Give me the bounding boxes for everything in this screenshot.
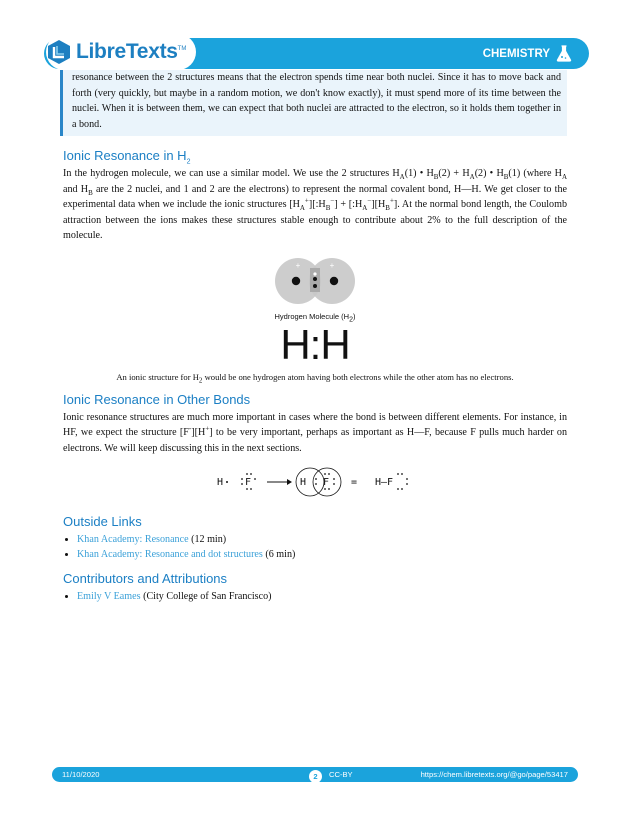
list-item: • Emily V Eames (City College of San Francisco) (77, 589, 567, 604)
libretexts-logo[interactable] (46, 34, 196, 70)
contributors-list (63, 589, 567, 604)
logo-trademark: TM (177, 46, 187, 52)
subject-text: CHEMISTRY (482, 47, 550, 60)
flask-icon (556, 45, 572, 62)
hf-f-atom: F (245, 477, 252, 488)
section-heading-other-bonds: Ionic Resonance in Other Bonds (63, 391, 251, 407)
hydrogen-orbital-diagram (275, 256, 355, 306)
footer-date: 11/10/2020 (62, 770, 100, 779)
figure-caption: An ionic structure for $H_2$ would be one hydrogen atom having both electrons while the other atom has no electrons. (116, 372, 514, 385)
section-heading-outside-links: Outside Links (63, 513, 142, 529)
proton-sign-a: + (295, 260, 301, 270)
libretexts-logo-icon (46, 39, 72, 65)
link-khan-dot-structures[interactable]: Khan Academy: Resonance and dot structures (77, 548, 263, 560)
list-item: • Khan Academy: Resonance (12 min) (77, 532, 567, 547)
list-item: • Khan Academy: Resonance and dot structures (6 min) (77, 547, 567, 562)
hf-h-overlap: H (300, 477, 307, 488)
paragraph-h2: In the hydrogen molecule, we can use a similar model. We use the 2 structures $H_A(1)$ • $H_B(2) + H_A(2)$ • $H_B(1)$ (where $H_A$ and $H_B$ are the 2 nuclei, and 1 and 2 are the electrons) to represent the normal covalent bond, H—H. We get closer to the experimental data when we include the ionic structures $[H_A^+][:H_B^-]$ + $[:H_A^-][H_B^+]$. At the normal bond length, the Coulomb attraction between the ions makes these structures stable enough to contribute about 2% to the full description of the molecule. (63, 168, 568, 241)
section-heading-contributors: Contributors and Attributions (63, 570, 228, 586)
hf-equals: = (351, 477, 358, 488)
section-heading-ionic-h2: Ionic Resonance in $H_2$ (63, 148, 191, 166)
link-khan-resonance[interactable]: Khan Academy: Resonance (77, 533, 189, 545)
page-number: 2 (309, 770, 322, 783)
hf-bond-diagram (63, 463, 567, 505)
hf-h-atom: H (217, 477, 224, 488)
hf-lewis-diagram (215, 463, 415, 499)
figure-label: Hydrogen Molecule $(H_2)$ (274, 312, 356, 324)
hydrogen-molecule-figure (63, 256, 567, 367)
proton-sign-b: + (329, 260, 335, 270)
hf-bond: H—F (375, 477, 394, 488)
note-text: resonance between the 2 structures means that the electron spends time near both nuclei. Since it has to move back and forth (very quickly, but maybe in a random motion, we don't know exactly), it must spend more of its time between the nuclei. When it is between them, we can expect that both nuclei are attracted to the electron, so it holds them together in a bond. (72, 72, 561, 130)
footer-license: CC-BY (329, 770, 353, 779)
outside-links-list (63, 532, 567, 562)
footer-url[interactable]: https://chem.libretexts.org/@go/page/53417 (420, 770, 568, 779)
paragraph-other-bonds: Ionic resonance structures are much more important in cases where the bond is between different elements. For instance, in HF, we expect the structure [F-][H+] to be very important, perhaps as important as H—F, because F pulls much harder on electrons. We will keep discussing this in the next sections. (63, 411, 567, 454)
footer-bar (52, 767, 578, 782)
note-box (60, 70, 567, 136)
page-content (63, 70, 567, 604)
subject-label[interactable] (483, 45, 572, 62)
lewis-structure-hh: H:H (280, 321, 350, 368)
hf-f-overlap: F (323, 477, 330, 488)
logo-text: LibreTexts (76, 40, 178, 63)
link-contributor[interactable]: Emily V Eames (77, 590, 141, 602)
